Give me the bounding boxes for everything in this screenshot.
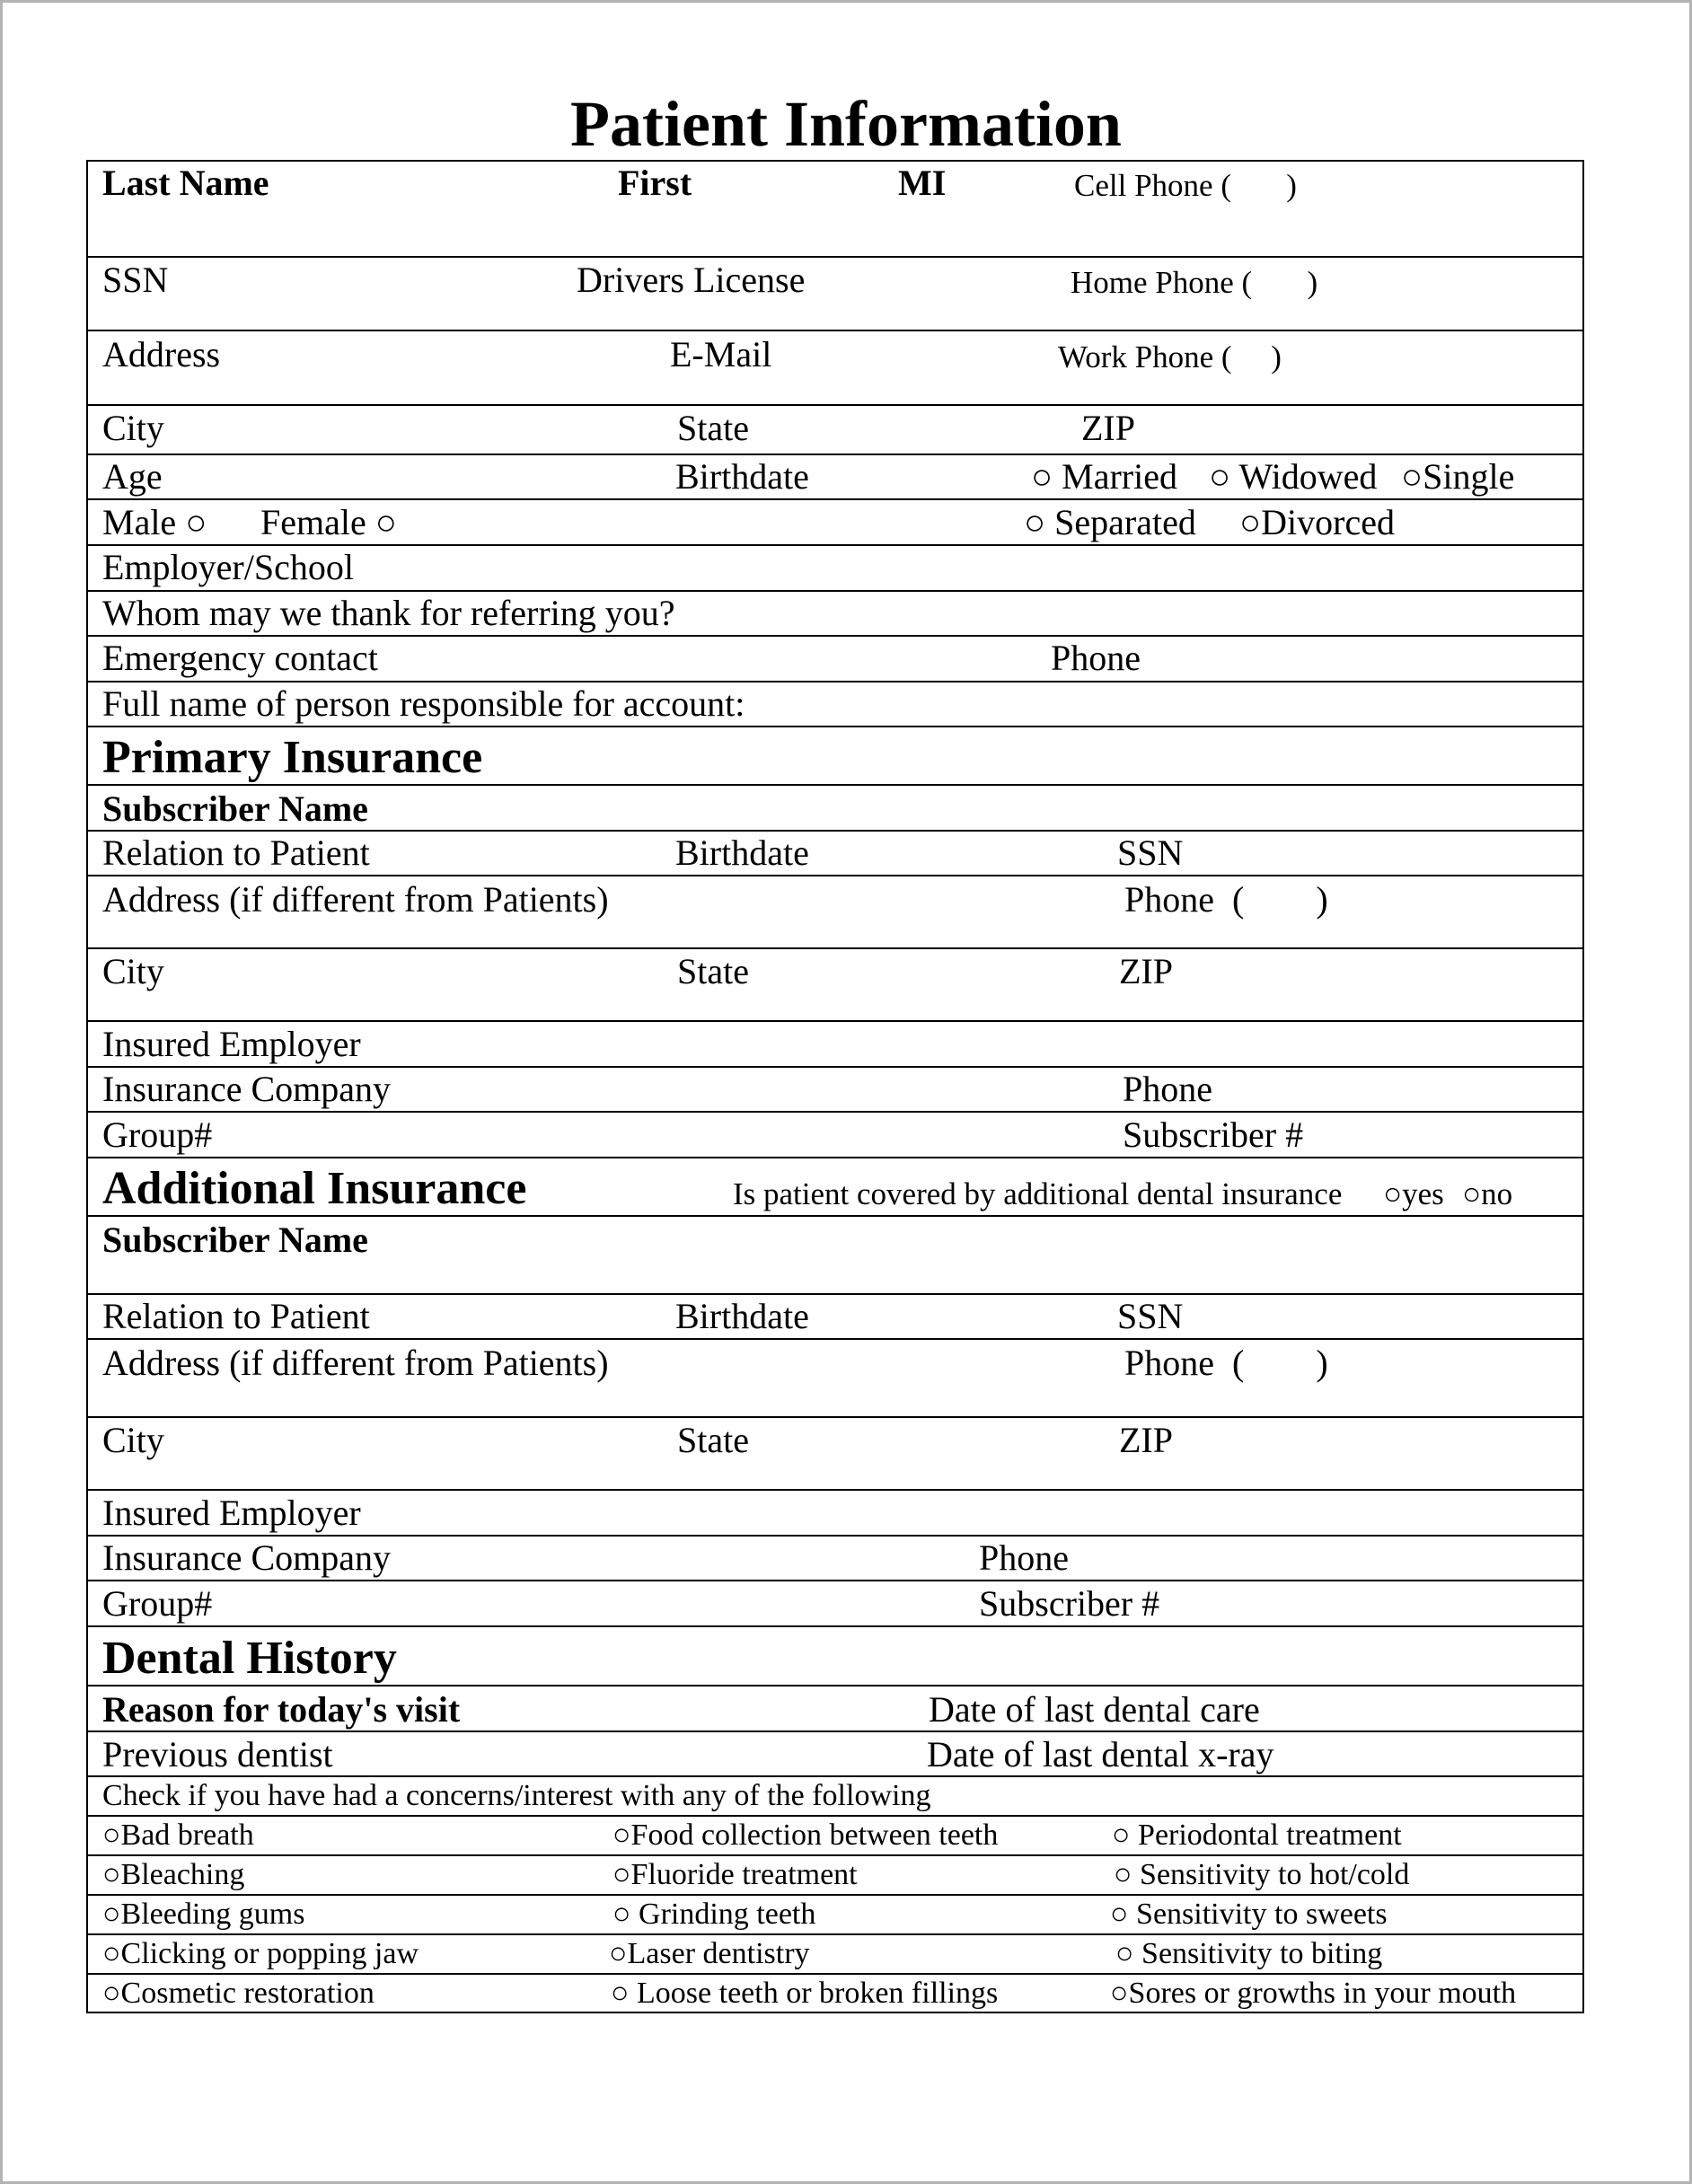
middle-initial-field[interactable]: MI: [898, 163, 947, 203]
primary-address-field[interactable]: Address (if different from Patients): [102, 879, 609, 920]
last-name-field[interactable]: Last Name: [102, 163, 269, 203]
row-divider: [86, 1293, 1584, 1295]
row-divider: [86, 330, 1584, 331]
additional-insurance-company-field[interactable]: Insurance Company: [102, 1537, 392, 1578]
row-divider: [86, 1066, 1584, 1068]
row-divider: [86, 498, 1584, 500]
row-divider: [86, 1580, 1584, 1581]
additional-group-field[interactable]: Group#: [102, 1583, 213, 1624]
additional-address-field[interactable]: Address (if different from Patients): [102, 1343, 609, 1383]
concern-checkbox[interactable]: ○ Grinding teeth: [612, 1898, 816, 1931]
concern-checkbox[interactable]: ○Bleaching: [102, 1858, 245, 1891]
married-radio[interactable]: ○ Married: [1031, 456, 1177, 497]
concern-checkbox[interactable]: ○Cosmetic restoration: [102, 1977, 375, 2010]
row-divider: [86, 590, 1584, 592]
additional-relation-field[interactable]: Relation to Patient: [102, 1296, 370, 1336]
primary-insurance-company-field[interactable]: Insurance Company: [102, 1069, 392, 1109]
address-field[interactable]: Address: [102, 334, 221, 374]
row-divider: [86, 1157, 1584, 1158]
concern-checkbox[interactable]: ○ Periodontal treatment: [1112, 1819, 1402, 1852]
row-divider: [86, 1535, 1584, 1537]
emergency-contact-field[interactable]: Emergency contact: [102, 638, 378, 678]
city-field[interactable]: City: [102, 408, 164, 448]
row-divider: [86, 1815, 1584, 1817]
row-divider: [86, 1973, 1584, 1975]
ssn-field[interactable]: SSN: [102, 260, 169, 300]
single-radio[interactable]: ○Single: [1401, 456, 1515, 497]
additional-coverage-question: Is patient covered by additional dental insurance: [733, 1176, 1343, 1211]
primary-state-field[interactable]: State: [677, 951, 749, 991]
age-field[interactable]: Age: [102, 456, 163, 497]
employer-school-field[interactable]: Employer/School: [102, 547, 354, 587]
additional-subscriber-name-field[interactable]: Subscriber Name: [102, 1220, 368, 1260]
row-divider: [86, 1685, 1584, 1686]
row-divider: [86, 404, 1584, 406]
concerns-prompt: Check if you have had a concerns/interest with any of the following: [102, 1779, 931, 1812]
primary-city-field[interactable]: City: [102, 951, 164, 991]
additional-company-phone-field[interactable]: Phone: [979, 1537, 1069, 1578]
widowed-radio[interactable]: ○ Widowed: [1209, 456, 1378, 497]
birthdate-field[interactable]: Birthdate: [675, 456, 809, 497]
concern-checkbox[interactable]: ○Clicking or popping jaw: [102, 1937, 419, 1970]
row-divider: [86, 1933, 1584, 1935]
concern-checkbox[interactable]: ○Laser dentistry: [609, 1937, 810, 1970]
primary-birthdate-field[interactable]: Birthdate: [675, 832, 809, 873]
row-divider: [86, 635, 1584, 637]
primary-insurance-heading: Primary Insurance: [102, 732, 483, 783]
row-divider: [86, 1489, 1584, 1491]
row-divider: [86, 256, 1584, 258]
concern-checkbox[interactable]: ○ Sensitivity to hot/cold: [1114, 1858, 1410, 1891]
row-divider: [86, 1020, 1584, 1022]
row-divider: [86, 1111, 1584, 1113]
primary-subscriber-number-field[interactable]: Subscriber #: [1123, 1114, 1304, 1155]
additional-subscriber-number-field[interactable]: Subscriber #: [979, 1583, 1160, 1624]
primary-phone-field[interactable]: Phone ( ): [1124, 879, 1328, 920]
page-title: Patient Information: [570, 88, 1122, 160]
additional-insured-employer-field[interactable]: Insured Employer: [102, 1493, 361, 1533]
concern-checkbox[interactable]: ○ Sensitivity to sweets: [1110, 1898, 1388, 1931]
row-divider: [86, 681, 1584, 682]
primary-insured-employer-field[interactable]: Insured Employer: [102, 1024, 361, 1064]
additional-zip-field[interactable]: ZIP: [1119, 1420, 1173, 1460]
drivers-license-field[interactable]: Drivers License: [577, 260, 806, 300]
row-divider: [86, 1730, 1584, 1732]
row-divider: [86, 454, 1584, 455]
zip-field[interactable]: ZIP: [1081, 408, 1135, 448]
row-divider: [86, 784, 1584, 786]
additional-insurance-heading: Additional Insurance: [102, 1163, 527, 1214]
row-divider: [86, 1416, 1584, 1418]
row-divider: [86, 875, 1584, 876]
additional-ssn-field[interactable]: SSN: [1117, 1296, 1184, 1336]
row-divider: [86, 1894, 1584, 1896]
emergency-phone-field[interactable]: Phone: [1051, 638, 1141, 678]
additional-birthdate-field[interactable]: Birthdate: [675, 1296, 809, 1336]
additional-city-field[interactable]: City: [102, 1420, 164, 1460]
concern-checkbox[interactable]: ○Bleeding gums: [102, 1898, 305, 1931]
concern-checkbox[interactable]: ○ Sensitivity to biting: [1115, 1937, 1383, 1970]
dental-history-heading: Dental History: [102, 1633, 397, 1684]
divorced-radio[interactable]: ○Divorced: [1239, 502, 1395, 542]
primary-group-field[interactable]: Group#: [102, 1114, 213, 1155]
state-field[interactable]: State: [677, 408, 749, 448]
responsible-party-field[interactable]: Full name of person responsible for account:: [102, 683, 745, 724]
row-divider: [86, 1854, 1584, 1856]
primary-relation-field[interactable]: Relation to Patient: [102, 832, 370, 873]
visit-reason-field[interactable]: Reason for today's visit: [102, 1689, 461, 1730]
row-divider: [86, 830, 1584, 832]
concern-checkbox[interactable]: ○ Loose teeth or broken fillings: [611, 1977, 999, 2010]
primary-ssn-field[interactable]: SSN: [1117, 832, 1184, 873]
primary-zip-field[interactable]: ZIP: [1119, 951, 1173, 991]
row-divider: [86, 1215, 1584, 1217]
work-phone-field[interactable]: Work Phone ( ): [1058, 339, 1282, 374]
concern-checkbox[interactable]: ○Food collection between teeth: [612, 1819, 999, 1852]
primary-subscriber-name-field[interactable]: Subscriber Name: [102, 788, 368, 829]
female-radio[interactable]: Female ○: [260, 502, 397, 542]
row-divider: [86, 726, 1584, 727]
row-divider: [86, 1338, 1584, 1340]
row-divider: [86, 1625, 1584, 1627]
row-divider: [86, 1775, 1584, 1777]
previous-dentist-field[interactable]: Previous dentist: [102, 1734, 333, 1774]
male-radio[interactable]: Male ○: [102, 502, 207, 542]
additional-coverage-yes-radio[interactable]: ○yes: [1383, 1176, 1444, 1211]
concern-checkbox[interactable]: ○Fluoride treatment: [612, 1858, 858, 1891]
cell-phone-field[interactable]: Cell Phone ( ): [1074, 168, 1297, 203]
row-divider: [86, 544, 1584, 546]
additional-phone-field[interactable]: Phone ( ): [1124, 1343, 1328, 1383]
additional-state-field[interactable]: State: [677, 1420, 749, 1460]
home-phone-field[interactable]: Home Phone ( ): [1071, 265, 1318, 300]
first-name-field[interactable]: First: [618, 163, 692, 203]
email-field[interactable]: E-Mail: [670, 334, 772, 374]
referral-field[interactable]: Whom may we thank for referring you?: [102, 593, 675, 633]
primary-company-phone-field[interactable]: Phone: [1123, 1069, 1212, 1109]
last-dental-care-field[interactable]: Date of last dental care: [929, 1689, 1260, 1730]
separated-radio[interactable]: ○ Separated: [1024, 502, 1196, 542]
concern-checkbox[interactable]: ○Bad breath: [102, 1819, 254, 1852]
additional-coverage-no-radio[interactable]: ○no: [1462, 1176, 1513, 1211]
last-xray-field[interactable]: Date of last dental x-ray: [927, 1734, 1274, 1774]
row-divider: [86, 947, 1584, 949]
concern-checkbox[interactable]: ○Sores or growths in your mouth: [1110, 1977, 1517, 2010]
